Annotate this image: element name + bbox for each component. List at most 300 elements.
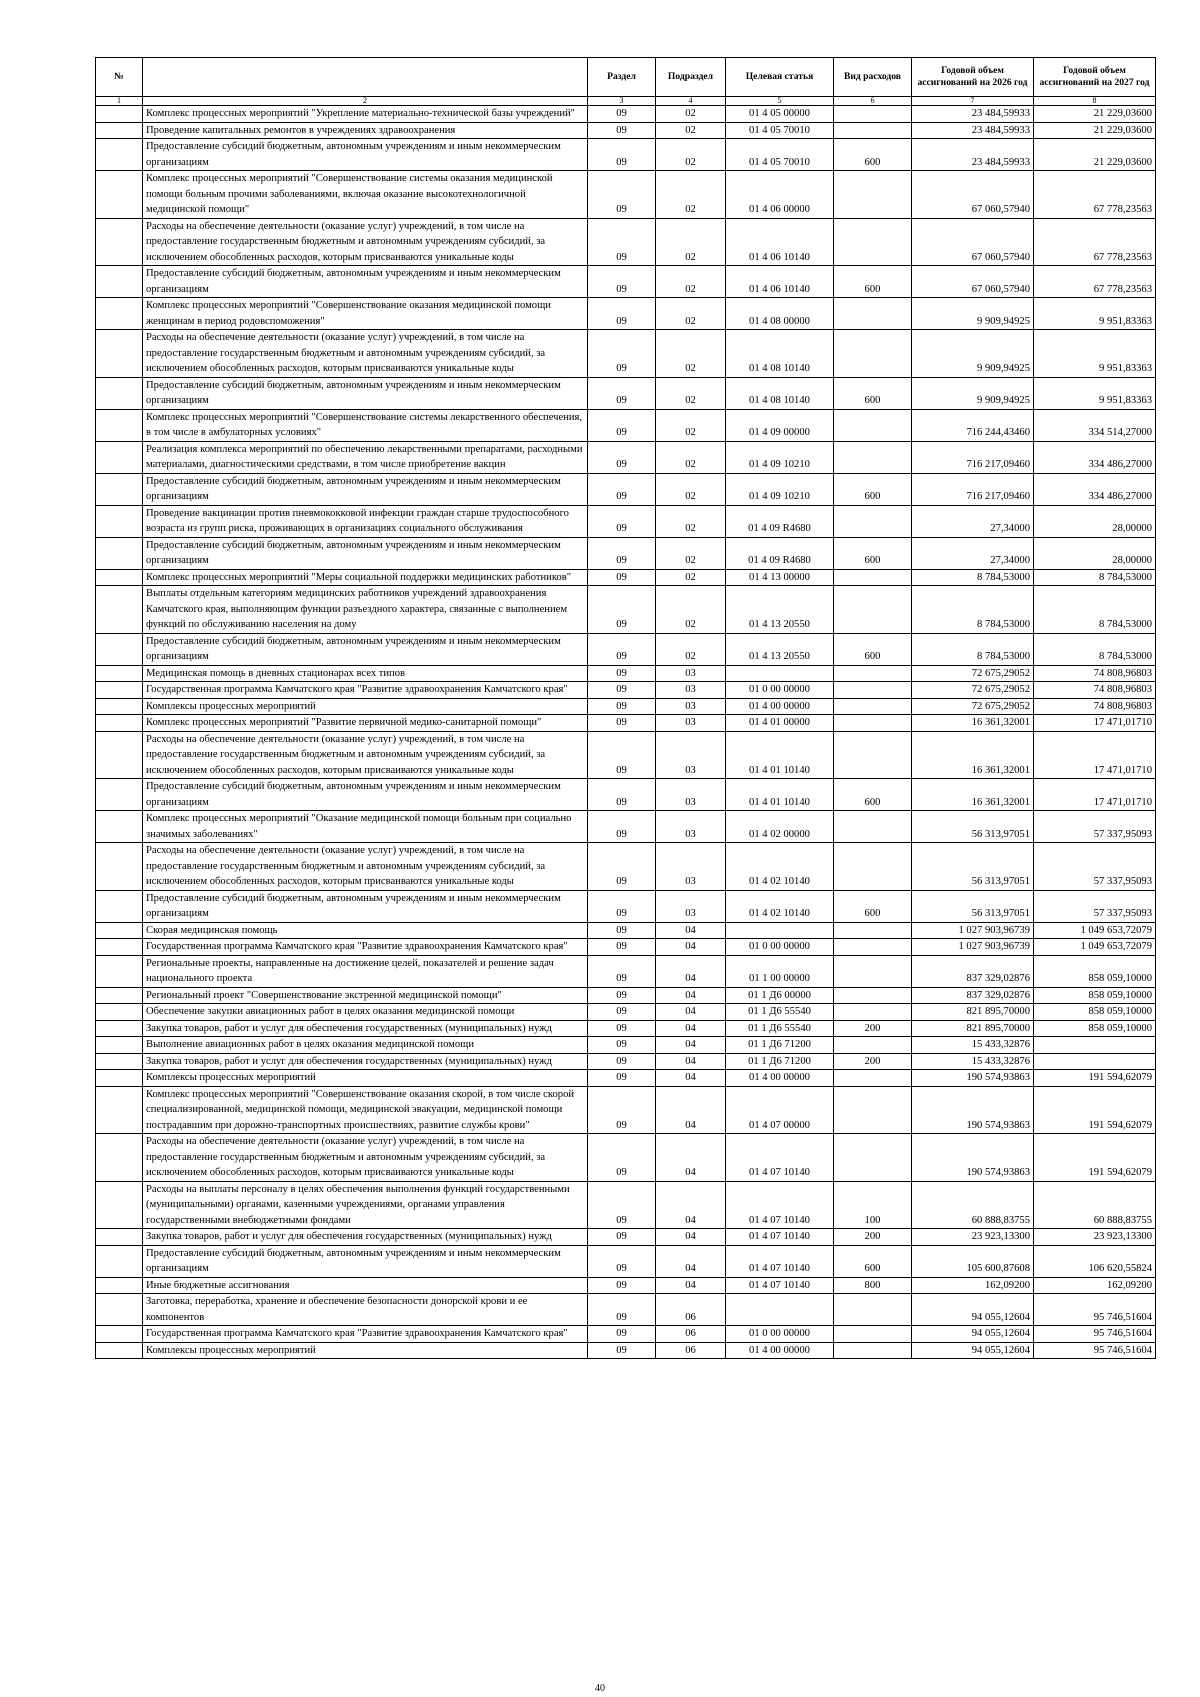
cell-vid: [834, 106, 912, 123]
cell-podrazdel: 03: [656, 779, 726, 811]
cell-statya: 01 4 05 70010: [726, 139, 834, 171]
cell-name: Комплекс процессных мероприятий "Оказание медицинской помощи больным при социально значимых заболеваниях": [143, 811, 588, 843]
cell-num: [96, 218, 143, 266]
cell-podrazdel: 02: [656, 441, 726, 473]
cell-statya: 01 4 07 10140: [726, 1134, 834, 1182]
cell-statya: 01 4 02 00000: [726, 811, 834, 843]
cell-num: [96, 1004, 143, 1021]
cell-statya: [726, 1294, 834, 1326]
table-row: [96, 665, 1156, 682]
cell-name: Расходы на обеспечение деятельности (оказание услуг) учреждений, в том числе на предоставление государственным бюджетным и автономным учреждениям субсидий, за исключением обособленных расходов, которым присваиваются уникальные коды: [143, 843, 588, 891]
cell-statya: 01 4 00 00000: [726, 1342, 834, 1359]
cell-name: Региональный проект "Совершенствование экстренной медицинской помощи": [143, 987, 588, 1004]
cell-num: [96, 1326, 143, 1343]
cell-2027: 191 594,62079: [1034, 1086, 1156, 1134]
cell-statya: 01 4 07 10140: [726, 1245, 834, 1277]
cell-name: Государственная программа Камчатского края "Развитие здравоохранения Камчатского края": [143, 1326, 588, 1343]
cell-podrazdel: 02: [656, 218, 726, 266]
cell-2026: 23 484,59933: [912, 106, 1034, 123]
cell-2026: 16 361,32001: [912, 715, 1034, 732]
cell-name: Заготовка, переработка, хранение и обеспечение безопасности донорской крови и ее компонентов: [143, 1294, 588, 1326]
cell-name: Комплекс процессных мероприятий "Совершенствование системы лекарственного обеспечения, в том числе в амбулаторных условиях": [143, 409, 588, 441]
cell-2026: 16 361,32001: [912, 779, 1034, 811]
cell-podrazdel: 04: [656, 1037, 726, 1054]
cell-2027: 8 784,53000: [1034, 633, 1156, 665]
cell-podrazdel: 04: [656, 922, 726, 939]
cell-podrazdel: 02: [656, 586, 726, 634]
cell-2026: 16 361,32001: [912, 731, 1034, 779]
table-row: [96, 473, 1156, 505]
cell-razdel: 09: [588, 922, 656, 939]
cell-podrazdel: 03: [656, 715, 726, 732]
cell-num: [96, 1070, 143, 1087]
cell-name: Комплекс процессных мероприятий "Меры социальной поддержки медицинских работников": [143, 569, 588, 586]
cell-statya: 01 1 Д6 55540: [726, 1020, 834, 1037]
table-row: [96, 779, 1156, 811]
cell-statya: 01 4 09 10210: [726, 473, 834, 505]
table-row: [96, 569, 1156, 586]
cell-podrazdel: 03: [656, 890, 726, 922]
cell-num: [96, 505, 143, 537]
cell-num: [96, 409, 143, 441]
cell-num: [96, 890, 143, 922]
cell-name: Комплексы процессных мероприятий: [143, 1342, 588, 1359]
cell-podrazdel: 04: [656, 1229, 726, 1246]
table-body: [96, 106, 1156, 1359]
cell-vid: [834, 330, 912, 378]
cell-razdel: 09: [588, 1277, 656, 1294]
cell-2026: 56 313,97051: [912, 843, 1034, 891]
cell-num: [96, 139, 143, 171]
cell-statya: 01 4 06 10140: [726, 218, 834, 266]
cell-razdel: 09: [588, 473, 656, 505]
cell-2026: 837 329,02876: [912, 955, 1034, 987]
cell-statya: 01 4 07 00000: [726, 1086, 834, 1134]
cell-razdel: 09: [588, 505, 656, 537]
cell-vid: [834, 218, 912, 266]
cell-vid: [834, 298, 912, 330]
column-number: 8: [1034, 97, 1156, 106]
cell-podrazdel: 02: [656, 537, 726, 569]
header-statya: Целевая статья: [726, 58, 834, 97]
cell-razdel: 09: [588, 731, 656, 779]
cell-razdel: 09: [588, 1181, 656, 1229]
cell-statya: 01 0 00 00000: [726, 939, 834, 956]
cell-2026: 716 217,09460: [912, 441, 1034, 473]
cell-name: Закупка товаров, работ и услуг для обеспечения государственных (муниципальных) нужд: [143, 1229, 588, 1246]
table-row: [96, 1277, 1156, 1294]
cell-name: Комплекс процессных мероприятий "Развитие первичной медико-санитарной помощи": [143, 715, 588, 732]
cell-2027: 17 471,01710: [1034, 715, 1156, 732]
cell-razdel: 09: [588, 682, 656, 699]
cell-razdel: 09: [588, 171, 656, 219]
cell-name: Проведение вакцинации против пневмококковой инфекции граждан старше трудоспособного возраста из групп риска, проживающих в организациях социального обслуживания: [143, 505, 588, 537]
cell-2026: 94 055,12604: [912, 1294, 1034, 1326]
table-row: [96, 1134, 1156, 1182]
cell-num: [96, 633, 143, 665]
cell-statya: 01 1 Д6 00000: [726, 987, 834, 1004]
cell-num: [96, 330, 143, 378]
cell-num: [96, 377, 143, 409]
cell-2026: 716 217,09460: [912, 473, 1034, 505]
cell-2027: [1034, 1053, 1156, 1070]
cell-2026: 821 895,70000: [912, 1020, 1034, 1037]
table-row: [96, 682, 1156, 699]
header-name: [143, 58, 588, 97]
cell-2027: 60 888,83755: [1034, 1181, 1156, 1229]
cell-vid: 600: [834, 537, 912, 569]
cell-2027: 858 059,10000: [1034, 1020, 1156, 1037]
cell-vid: [834, 1342, 912, 1359]
cell-2027: 95 746,51604: [1034, 1326, 1156, 1343]
cell-vid: [834, 409, 912, 441]
table-row: [96, 698, 1156, 715]
column-number: 6: [834, 97, 912, 106]
cell-2026: 190 574,93863: [912, 1070, 1034, 1087]
cell-2026: 72 675,29052: [912, 698, 1034, 715]
cell-vid: [834, 1004, 912, 1021]
cell-num: [96, 843, 143, 891]
cell-num: [96, 939, 143, 956]
cell-statya: 01 4 08 10140: [726, 377, 834, 409]
cell-2027: 21 229,03600: [1034, 106, 1156, 123]
cell-name: Предоставление субсидий бюджетным, автономным учреждениям и иным некоммерческим организациям: [143, 633, 588, 665]
cell-vid: 600: [834, 890, 912, 922]
table-row: [96, 266, 1156, 298]
cell-vid: [834, 505, 912, 537]
cell-num: [96, 1342, 143, 1359]
cell-razdel: 09: [588, 1053, 656, 1070]
cell-num: [96, 1181, 143, 1229]
cell-num: [96, 955, 143, 987]
cell-statya: 01 4 09 R4680: [726, 505, 834, 537]
cell-statya: 01 4 01 10140: [726, 731, 834, 779]
cell-vid: [834, 1326, 912, 1343]
cell-razdel: 09: [588, 1070, 656, 1087]
cell-podrazdel: 02: [656, 505, 726, 537]
cell-razdel: 09: [588, 441, 656, 473]
table-row: [96, 1294, 1156, 1326]
cell-podrazdel: 02: [656, 409, 726, 441]
cell-statya: 01 1 Д6 71200: [726, 1053, 834, 1070]
table-row: [96, 1004, 1156, 1021]
cell-2027: 858 059,10000: [1034, 1004, 1156, 1021]
cell-num: [96, 298, 143, 330]
cell-razdel: 09: [588, 1037, 656, 1054]
header-podrazdel: Подраздел: [656, 58, 726, 97]
cell-razdel: 09: [588, 1229, 656, 1246]
cell-name: Государственная программа Камчатского края "Развитие здравоохранения Камчатского края": [143, 939, 588, 956]
table-row: [96, 218, 1156, 266]
cell-num: [96, 682, 143, 699]
cell-statya: 01 0 00 00000: [726, 682, 834, 699]
cell-vid: [834, 1070, 912, 1087]
cell-2026: 837 329,02876: [912, 987, 1034, 1004]
table-row: [96, 939, 1156, 956]
cell-vid: [834, 569, 912, 586]
cell-podrazdel: 02: [656, 633, 726, 665]
cell-statya: 01 1 00 00000: [726, 955, 834, 987]
table-row: [96, 122, 1156, 139]
cell-num: [96, 922, 143, 939]
cell-name: Медицинская помощь в дневных стационарах всех типов: [143, 665, 588, 682]
cell-podrazdel: 03: [656, 731, 726, 779]
cell-podrazdel: 06: [656, 1294, 726, 1326]
cell-vid: 600: [834, 633, 912, 665]
cell-num: [96, 266, 143, 298]
cell-name: Предоставление субсидий бюджетным, автономным учреждениям и иным некоммерческим организациям: [143, 779, 588, 811]
cell-2027: 28,00000: [1034, 537, 1156, 569]
cell-podrazdel: 04: [656, 1070, 726, 1087]
cell-2027: 334 486,27000: [1034, 441, 1156, 473]
cell-statya: 01 4 13 20550: [726, 633, 834, 665]
cell-razdel: 09: [588, 586, 656, 634]
cell-2027: 334 486,27000: [1034, 473, 1156, 505]
cell-2026: 716 244,43460: [912, 409, 1034, 441]
budget-table: [95, 57, 1156, 1359]
cell-name: Обеспечение закупки авиационных работ в целях оказания медицинской помощи: [143, 1004, 588, 1021]
cell-razdel: 09: [588, 955, 656, 987]
cell-vid: [834, 1294, 912, 1326]
cell-statya: 01 4 09 10210: [726, 441, 834, 473]
cell-vid: 600: [834, 377, 912, 409]
cell-name: Региональные проекты, направленные на достижение целей, показателей и решение задач национального проекта: [143, 955, 588, 987]
budget-document: [95, 57, 1155, 1359]
cell-2027: [1034, 1037, 1156, 1054]
cell-razdel: 09: [588, 139, 656, 171]
cell-name: Закупка товаров, работ и услуг для обеспечения государственных (муниципальных) нужд: [143, 1020, 588, 1037]
cell-razdel: 09: [588, 1326, 656, 1343]
cell-statya: [726, 922, 834, 939]
cell-2026: 15 433,32876: [912, 1037, 1034, 1054]
cell-2027: 67 778,23563: [1034, 218, 1156, 266]
cell-podrazdel: 02: [656, 473, 726, 505]
cell-num: [96, 122, 143, 139]
table-row: [96, 505, 1156, 537]
cell-vid: [834, 811, 912, 843]
cell-razdel: 09: [588, 698, 656, 715]
table-row: [96, 731, 1156, 779]
cell-name: Расходы на выплаты персоналу в целях обеспечения выполнения функций государственными (муниципальными) органами, казенными учреждениями, органами управления государственными внебюджетными фондами: [143, 1181, 588, 1229]
cell-vid: [834, 922, 912, 939]
cell-num: [96, 569, 143, 586]
cell-num: [96, 698, 143, 715]
cell-razdel: 09: [588, 779, 656, 811]
table-row: [96, 633, 1156, 665]
cell-statya: 01 4 09 00000: [726, 409, 834, 441]
cell-razdel: 09: [588, 1020, 656, 1037]
cell-vid: 800: [834, 1277, 912, 1294]
cell-num: [96, 586, 143, 634]
cell-podrazdel: 04: [656, 1245, 726, 1277]
cell-num: [96, 1053, 143, 1070]
cell-2026: 23 923,13300: [912, 1229, 1034, 1246]
cell-2027: 191 594,62079: [1034, 1070, 1156, 1087]
cell-2026: 60 888,83755: [912, 1181, 1034, 1229]
cell-razdel: 09: [588, 106, 656, 123]
cell-2026: 56 313,97051: [912, 890, 1034, 922]
header-2026: Годовой объем ассигнований на 2026 год: [912, 58, 1034, 97]
cell-vid: [834, 955, 912, 987]
cell-vid: [834, 665, 912, 682]
cell-razdel: 09: [588, 1134, 656, 1182]
cell-num: [96, 987, 143, 1004]
cell-name: Проведение капитальных ремонтов в учреждениях здравоохранения: [143, 122, 588, 139]
cell-num: [96, 1037, 143, 1054]
cell-2026: 190 574,93863: [912, 1086, 1034, 1134]
cell-2027: 21 229,03600: [1034, 122, 1156, 139]
cell-2027: 17 471,01710: [1034, 731, 1156, 779]
table-row: [96, 811, 1156, 843]
cell-2026: 94 055,12604: [912, 1326, 1034, 1343]
header-num: №: [96, 58, 143, 97]
cell-vid: 200: [834, 1053, 912, 1070]
cell-razdel: 09: [588, 266, 656, 298]
cell-2026: 67 060,57940: [912, 266, 1034, 298]
cell-num: [96, 665, 143, 682]
cell-num: [96, 1294, 143, 1326]
cell-razdel: 09: [588, 409, 656, 441]
cell-podrazdel: 02: [656, 330, 726, 378]
cell-2026: 8 784,53000: [912, 586, 1034, 634]
table-row: [96, 922, 1156, 939]
cell-podrazdel: 04: [656, 987, 726, 1004]
cell-statya: 01 4 09 R4680: [726, 537, 834, 569]
cell-2027: 1 049 653,72079: [1034, 922, 1156, 939]
header-row: [96, 58, 1156, 97]
cell-name: Выполнение авиационных работ в целях оказания медицинской помощи: [143, 1037, 588, 1054]
cell-razdel: 09: [588, 811, 656, 843]
cell-statya: 01 4 13 20550: [726, 586, 834, 634]
cell-2027: 334 514,27000: [1034, 409, 1156, 441]
cell-2027: 95 746,51604: [1034, 1294, 1156, 1326]
cell-2027: 74 808,96803: [1034, 682, 1156, 699]
cell-name: Расходы на обеспечение деятельности (оказание услуг) учреждений, в том числе на предоставление государственным бюджетным и автономным учреждениям субсидий, за исключением обособленных расходов, которым присваиваются уникальные коды: [143, 330, 588, 378]
cell-2026: 27,34000: [912, 537, 1034, 569]
cell-vid: 600: [834, 1245, 912, 1277]
cell-2027: 23 923,13300: [1034, 1229, 1156, 1246]
cell-vid: 200: [834, 1229, 912, 1246]
cell-2026: 1 027 903,96739: [912, 939, 1034, 956]
cell-podrazdel: 02: [656, 266, 726, 298]
cell-num: [96, 1229, 143, 1246]
cell-2027: 9 951,83363: [1034, 298, 1156, 330]
cell-vid: [834, 682, 912, 699]
table-row: [96, 537, 1156, 569]
cell-vid: [834, 731, 912, 779]
cell-name: Предоставление субсидий бюджетным, автономным учреждениям и иным некоммерческим организациям: [143, 473, 588, 505]
table-row: [96, 298, 1156, 330]
cell-num: [96, 731, 143, 779]
cell-2027: 21 229,03600: [1034, 139, 1156, 171]
cell-podrazdel: 03: [656, 811, 726, 843]
column-number: 4: [656, 97, 726, 106]
table-row: [96, 330, 1156, 378]
cell-2027: 28,00000: [1034, 505, 1156, 537]
cell-statya: 01 1 Д6 55540: [726, 1004, 834, 1021]
cell-podrazdel: 06: [656, 1326, 726, 1343]
table-row: [96, 1086, 1156, 1134]
cell-2027: 9 951,83363: [1034, 330, 1156, 378]
table-row: [96, 843, 1156, 891]
column-numbers-row: [96, 97, 1156, 106]
table-row: [96, 441, 1156, 473]
cell-2026: 9 909,94925: [912, 298, 1034, 330]
cell-name: Государственная программа Камчатского края "Развитие здравоохранения Камчатского края": [143, 682, 588, 699]
header-vid: Вид расходов: [834, 58, 912, 97]
cell-2026: 27,34000: [912, 505, 1034, 537]
cell-vid: [834, 122, 912, 139]
cell-statya: 01 4 07 10140: [726, 1277, 834, 1294]
cell-razdel: 09: [588, 715, 656, 732]
cell-vid: [834, 1086, 912, 1134]
cell-podrazdel: 02: [656, 377, 726, 409]
table-row: [96, 377, 1156, 409]
cell-name: Предоставление субсидий бюджетным, автономным учреждениям и иным некоммерческим организациям: [143, 377, 588, 409]
column-number: 7: [912, 97, 1034, 106]
cell-podrazdel: 03: [656, 843, 726, 891]
cell-2027: 858 059,10000: [1034, 987, 1156, 1004]
cell-vid: 100: [834, 1181, 912, 1229]
cell-podrazdel: 04: [656, 1277, 726, 1294]
table-row: [96, 1053, 1156, 1070]
cell-name: Реализация комплекса мероприятий по обеспечению лекарственными препаратами, расходными материалами, диагностическими средствами, в том числе приобретение вакцин: [143, 441, 588, 473]
cell-podrazdel: 03: [656, 682, 726, 699]
cell-statya: 01 4 05 70010: [726, 122, 834, 139]
cell-name: Предоставление субсидий бюджетным, автономным учреждениям и иным некоммерческим организациям: [143, 537, 588, 569]
cell-2026: 162,09200: [912, 1277, 1034, 1294]
cell-2026: 94 055,12604: [912, 1342, 1034, 1359]
cell-razdel: 09: [588, 1086, 656, 1134]
cell-statya: 01 4 08 10140: [726, 330, 834, 378]
cell-razdel: 09: [588, 377, 656, 409]
cell-vid: [834, 715, 912, 732]
cell-2026: 9 909,94925: [912, 330, 1034, 378]
cell-statya: 01 4 07 10140: [726, 1181, 834, 1229]
cell-num: [96, 171, 143, 219]
cell-2026: 8 784,53000: [912, 569, 1034, 586]
cell-statya: 01 0 00 00000: [726, 1326, 834, 1343]
cell-2027: 67 778,23563: [1034, 171, 1156, 219]
cell-statya: 01 4 00 00000: [726, 698, 834, 715]
cell-razdel: 09: [588, 633, 656, 665]
cell-name: Скорая медицинская помощь: [143, 922, 588, 939]
cell-vid: 600: [834, 139, 912, 171]
table-row: [96, 1245, 1156, 1277]
cell-2027: 106 620,55824: [1034, 1245, 1156, 1277]
cell-razdel: 09: [588, 939, 656, 956]
cell-vid: [834, 698, 912, 715]
table-row: [96, 890, 1156, 922]
cell-name: Расходы на обеспечение деятельности (оказание услуг) учреждений, в том числе на предоставление государственным бюджетным и автономным учреждениям субсидий, за исключением обособленных расходов, которым присваиваются уникальные коды: [143, 731, 588, 779]
cell-razdel: 09: [588, 665, 656, 682]
cell-2026: 23 484,59933: [912, 122, 1034, 139]
cell-name: Комплекс процессных мероприятий "Совершенствование оказания медицинской помощи женщинам в период родовспоможения": [143, 298, 588, 330]
cell-podrazdel: 04: [656, 1134, 726, 1182]
cell-razdel: 09: [588, 987, 656, 1004]
cell-name: Закупка товаров, работ и услуг для обеспечения государственных (муниципальных) нужд: [143, 1053, 588, 1070]
cell-statya: 01 4 08 00000: [726, 298, 834, 330]
cell-2027: 8 784,53000: [1034, 586, 1156, 634]
cell-razdel: 09: [588, 537, 656, 569]
cell-podrazdel: 02: [656, 171, 726, 219]
cell-podrazdel: 02: [656, 122, 726, 139]
cell-num: [96, 441, 143, 473]
cell-num: [96, 1020, 143, 1037]
table-row: [96, 987, 1156, 1004]
cell-vid: [834, 1134, 912, 1182]
cell-2027: 9 951,83363: [1034, 377, 1156, 409]
